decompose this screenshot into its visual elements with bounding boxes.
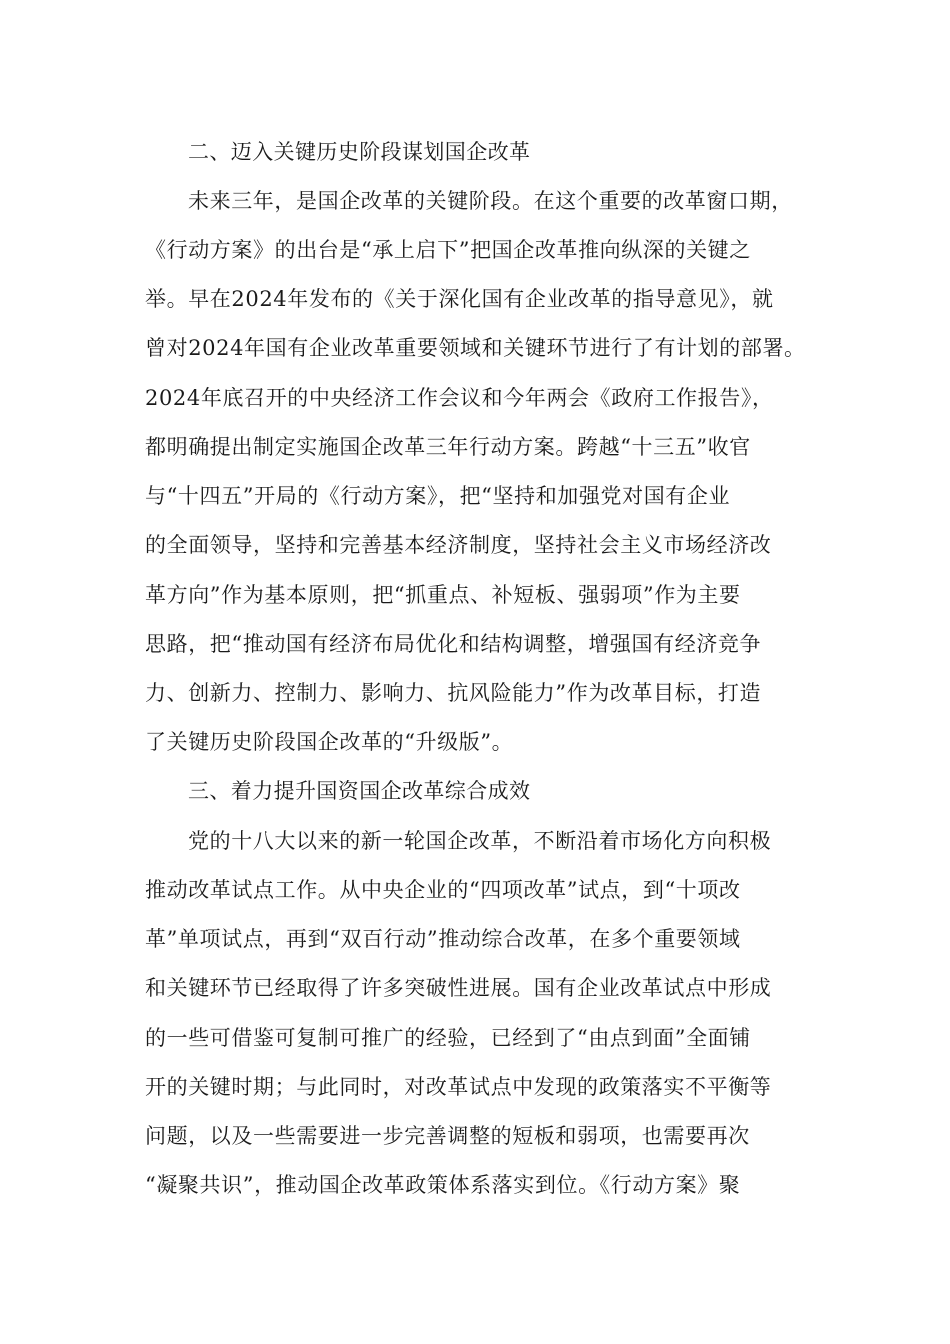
paragraph-line: 开的关键时期；与此同时，对改革试点中发现的政策落实不平衡等 <box>145 1075 772 1099</box>
paragraph-line: 了关键历史阶段国企改革的“升级版”。 <box>145 730 514 754</box>
paragraph-line: 和关键环节已经取得了许多突破性进展。国有企业改革试点中形成 <box>145 976 772 1000</box>
paragraph-line: 未来三年，是国企改革的关键阶段。在这个重要的改革窗口期， <box>188 189 793 213</box>
paragraph-line: 革”单项试点，再到“双百行动”推动综合改革，在多个重要领域 <box>145 927 741 951</box>
section-heading-2: 二、迈入关键历史阶段谋划国企改革 <box>188 140 531 164</box>
section-heading-3: 三、着力提升国资国企改革综合成效 <box>188 779 531 803</box>
paragraph-line: 的一些可借鉴可复制可推广的经验，已经到了“由点到面”全面铺 <box>145 1026 751 1050</box>
paragraph-line: 都明确提出制定实施国企改革三年行动方案。跨越“十三五”收官 <box>145 435 751 459</box>
paragraph-line: 革方向”作为基本原则，把“抓重点、补短板、强弱项”作为主要 <box>145 583 741 607</box>
paragraph-line: 曾对2024年国有企业改革重要领域和关键环节进行了有计划的部署。 <box>145 336 806 360</box>
paragraph-line: 2024年底召开的中央经济工作会议和今年两会《政府工作报告》， <box>145 386 774 410</box>
paragraph-line: 思路，把“推动国有经济布局优化和结构调整，增强国有经济竞争 <box>145 632 762 656</box>
paragraph-line: 与“十四五”开局的《行动方案》，把“坚持和加强党对国有企业 <box>145 484 731 508</box>
paragraph-line: “凝聚共识”，推动国企改革政策体系落实到位。《行动方案》聚 <box>145 1173 741 1197</box>
paragraph-line: 推动改革试点工作。从中央企业的“四项改革”试点，到“十项改 <box>145 878 741 902</box>
paragraph-line: 党的十八大以来的新一轮国企改革，不断沿着市场化方向积极 <box>188 829 772 853</box>
paragraph-line: 《行动方案》的出台是“承上启下”把国企改革推向纵深的关键之 <box>145 238 751 262</box>
paragraph-line: 问题，以及一些需要进一步完善调整的短板和弱项，也需要再次 <box>145 1124 750 1148</box>
paragraph-line: 举。早在2024年发布的《关于深化国有企业改革的指导意见》，就 <box>145 287 774 311</box>
paragraph-line: 力、创新力、控制力、影响力、抗风险能力”作为改革目标，打造 <box>145 681 762 705</box>
paragraph-line: 的全面领导，坚持和完善基本经济制度，坚持社会主义市场经济改 <box>145 533 772 557</box>
